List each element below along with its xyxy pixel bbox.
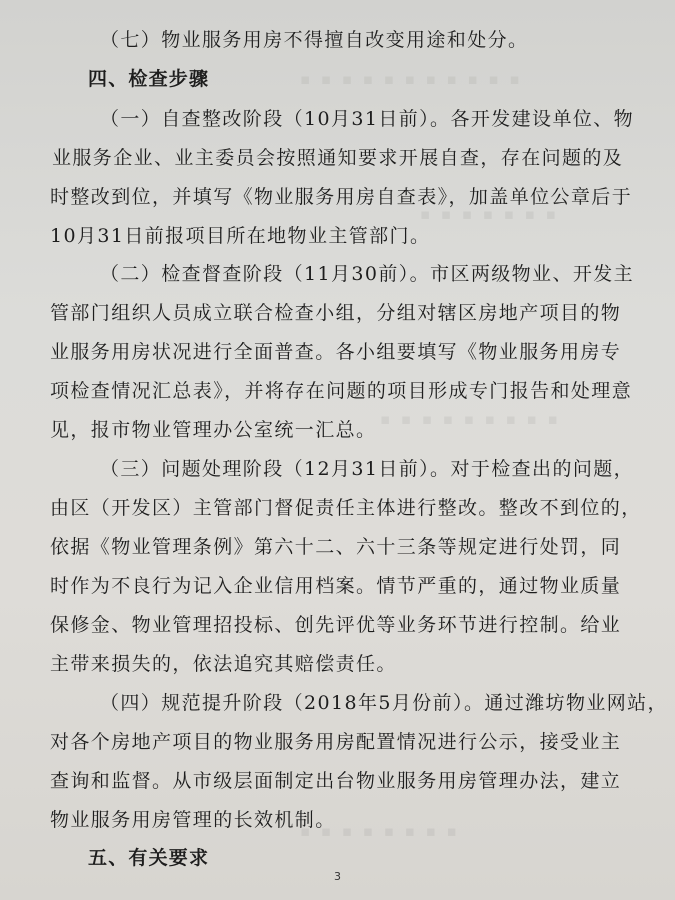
paragraph-line: （四）规范提升阶段（2018年5月份前）。通过潍坊物业网站， [100,692,668,714]
page-number: 3 [334,870,341,883]
paragraph-line: 见，报市物业管理办公室统一汇总。 [50,419,377,441]
paragraph-line: 物业服务用房管理的长效机制。 [50,809,336,831]
paragraph-line: 对各个房地产项目的物业服务用房配置情况进行公示，接受业主 [50,731,622,753]
bleed-through-texture: ▪ ▪ ▪ ▪ ▪ ▪ ▪ [420,205,559,223]
paragraph-line: （七）物业服务用房不得擅自改变用途和处分。 [100,29,529,51]
paragraph-line: 业服务用房状况进行全面普查。各小组要填写《物业服务用房专 [50,341,622,363]
paragraph-line: 10月31日前报项目所在地物业主管部门。 [50,225,431,247]
paragraph-line: 管部门组织人员成立联合检查小组，分组对辖区房地产项目的物 [50,302,622,324]
paragraph-line: （二）检查督查阶段（11月30前）。市区两级物业、开发主 [100,263,635,285]
paragraph-line: 业服务企业、业主委员会按照通知要求开展自查，存在问题的及 [52,147,624,169]
paragraph-line: 主带来损失的，依法追究其赔偿责任。 [50,653,397,675]
paragraph-line: 保修金、物业管理招投标、创先评优等业务环节进行控制。给业 [50,614,622,636]
paragraph-line: 由区（开发区）主管部门督促责任主体进行整改。整改不到位的， [50,497,642,519]
paragraph-line: （三）问题处理阶段（12月31日前）。对于检查出的问题， [100,458,635,480]
paragraph-line: 依据《物业管理条例》第六十二、六十三条等规定进行处罚，同 [50,536,622,558]
paragraph-line: 时作为不良行为记入企业信用档案。情节严重的，通过物业质量 [50,575,622,597]
section-heading-inspection-steps: 四、检查步骤 [88,68,210,90]
paragraph-line: （一）自查整改阶段（10月31日前）。各开发建设单位、物 [100,108,635,130]
paragraph-line: 时整改到位，并填写《物业服务用房自查表》，加盖单位公章后于 [50,186,633,208]
paragraph-line: 项检查情况汇总表》，并将存在问题的项目形成专门报告和处理意 [50,380,633,402]
paragraph-line: 查询和监督。从市级层面制定出台物业服务用房管理办法，建立 [50,770,622,792]
bleed-through-texture: ▪ ▪ ▪ ▪ ▪ ▪ ▪ ▪ ▪ [380,410,561,428]
bleed-through-texture: ▪ ▪ ▪ ▪ ▪ ▪ ▪ ▪ ▪ ▪ ▪ [300,70,523,88]
bleed-through-texture: ▪ ▪ ▪ ▪ ▪ ▪ ▪ ▪ [300,822,460,840]
section-heading-requirements: 五、有关要求 [88,847,210,869]
